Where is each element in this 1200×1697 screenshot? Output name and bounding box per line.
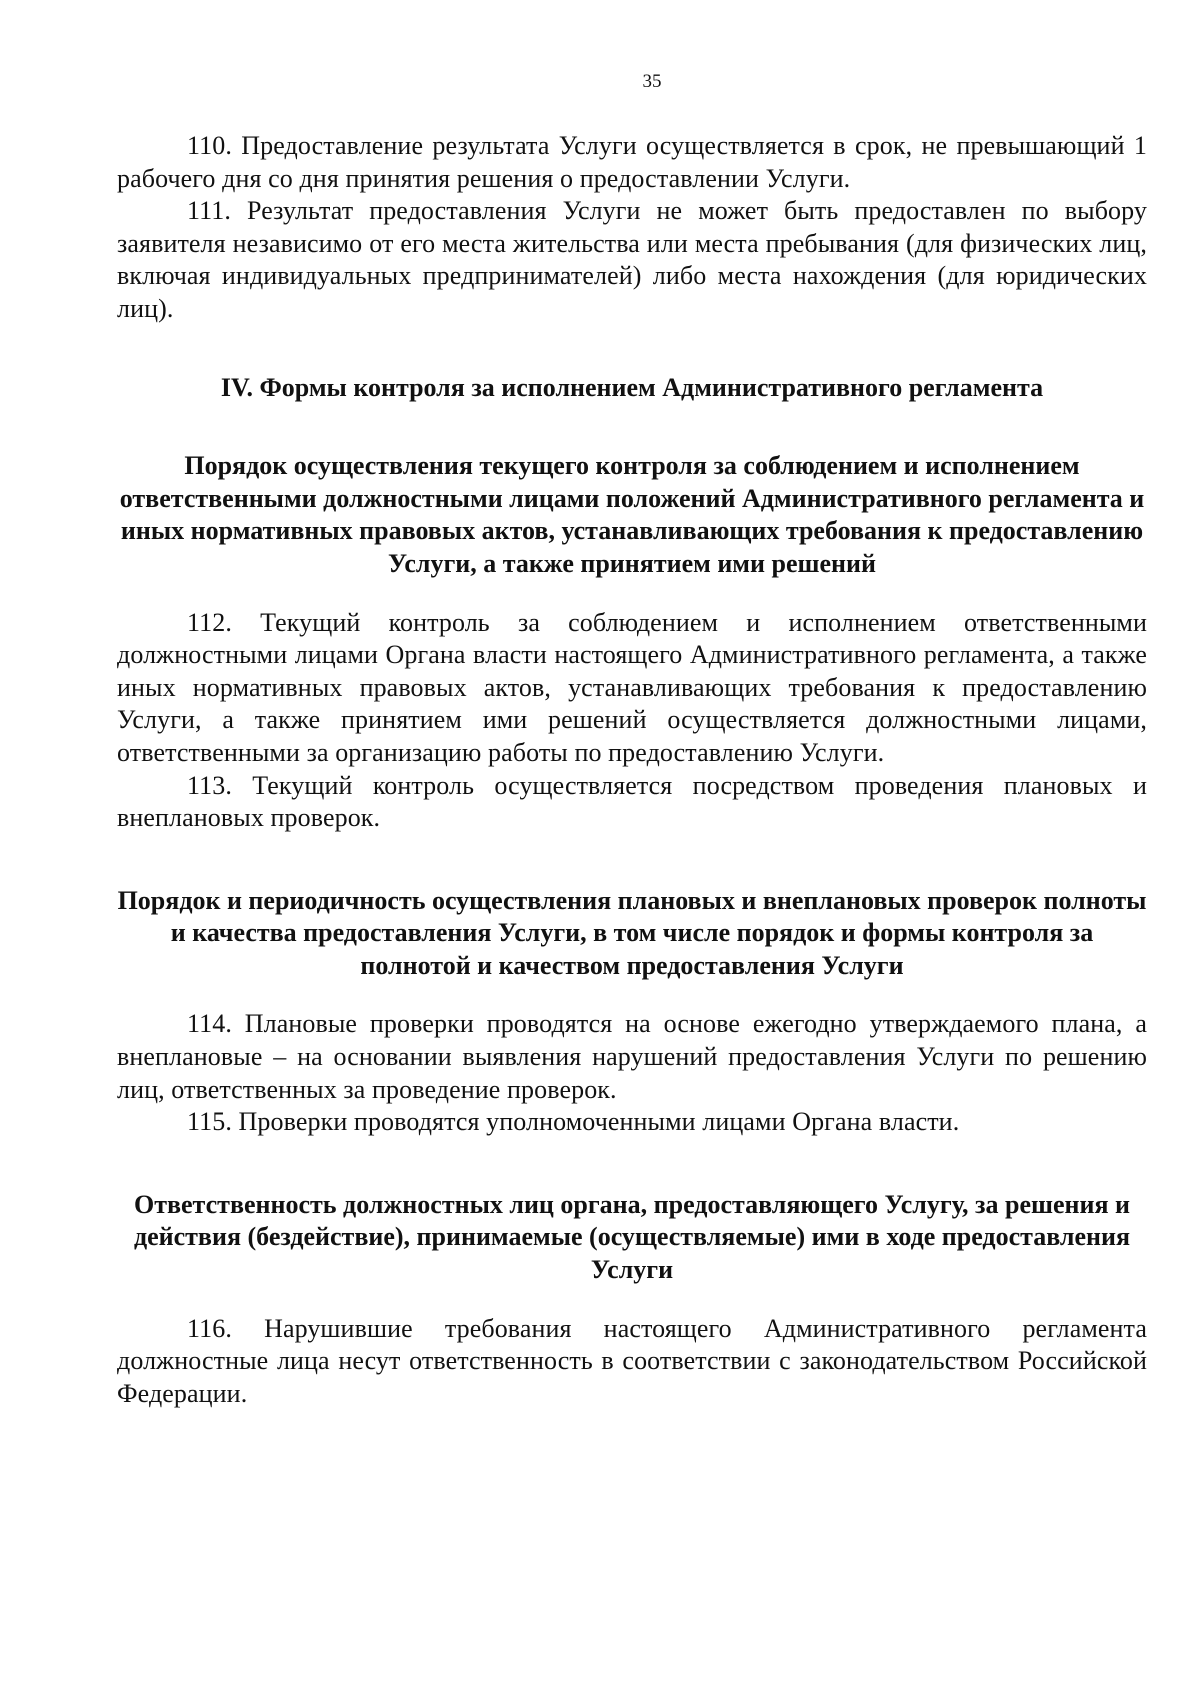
paragraph-112 xyxy=(117,607,1147,770)
page-number: 35 xyxy=(642,71,662,92)
paragraph-number: 111. xyxy=(187,196,231,226)
paragraph-114 xyxy=(117,1008,1147,1106)
paragraph-111 xyxy=(117,195,1147,325)
paragraph-number: 115. xyxy=(187,1107,232,1137)
paragraph-text: Плановые проверки проводятся на основе ежегодно утверждаемого плана, а внеплановые – на основании выявления нарушений предоставления Услуги по решению лиц, ответственных за проведение проверок. xyxy=(117,1009,1147,1104)
document-page xyxy=(117,0,1147,1410)
paragraph-number: 112. xyxy=(187,607,232,637)
paragraph-number: 116. xyxy=(187,1313,232,1343)
paragraph-text: Текущий контроль за соблюдением и исполнением ответственными должностными лицами Органа власти настоящего Административного регламента, а также иных нормативных правовых актов, устанавливающих требования к предоставлению Услуги, а также принятием ими решений осуществляется должностными лицами, ответственными за организацию работы по предоставлению Услуги. xyxy=(117,607,1147,767)
paragraph-110 xyxy=(117,130,1147,195)
paragraph-text: Предоставление результата Услуги осуществляется в срок, не превышающий 1 рабочего дня со дня принятия решения о предоставлении Услуги. xyxy=(117,131,1148,193)
paragraph-text: Текущий контроль осуществляется посредством проведения плановых и внеплановых проверок. xyxy=(117,770,1147,833)
paragraph-116 xyxy=(117,1313,1147,1411)
paragraph-text: Проверки проводятся уполномоченными лицами Органа власти. xyxy=(238,1107,960,1137)
paragraph-115 xyxy=(117,1106,1147,1139)
section-title-responsibility: Ответственность должностных лиц органа, предоставляющего Услугу, за решения и действия (бездействие), принимаемые (осуществляемые) ими в ходе предоставления Услуги xyxy=(133,1189,1131,1285)
section-title-current-control: Порядок осуществления текущего контроля за соблюдением и исполнением ответственными должностными лицами положений Административного регламента и иных нормативных правовых актов, устанавливающих требования к предоставлению Услуги, а также принятием ими решений xyxy=(119,451,1145,578)
paragraph-text: Нарушившие требования настоящего Административного регламента должностные лица несут ответственность в соответствии с законодательством Российской Федерации. xyxy=(117,1313,1147,1408)
paragraph-number: 110. xyxy=(187,131,232,160)
paragraph-113 xyxy=(117,770,1147,835)
paragraph-number: 114. xyxy=(187,1009,232,1039)
paragraph-text: Результат предоставления Услуги не может быть предоставлен по выбору заявителя независимо от его места жительства или места пребывания (для физических лиц, включая индивидуальных предпринимателей) либо места нахождения (для юридических лиц). xyxy=(117,196,1147,323)
section-title-inspections: Порядок и периодичность осуществления плановых и внеплановых проверок полноты и качества предоставления Услуги, в том числе порядок и формы контроля за полнотой и качеством предоставления Услуги xyxy=(117,885,1147,980)
chapter-title: IV. Формы контроля за исполнением Административного регламента xyxy=(220,372,1044,402)
paragraph-number: 113. xyxy=(187,770,232,800)
